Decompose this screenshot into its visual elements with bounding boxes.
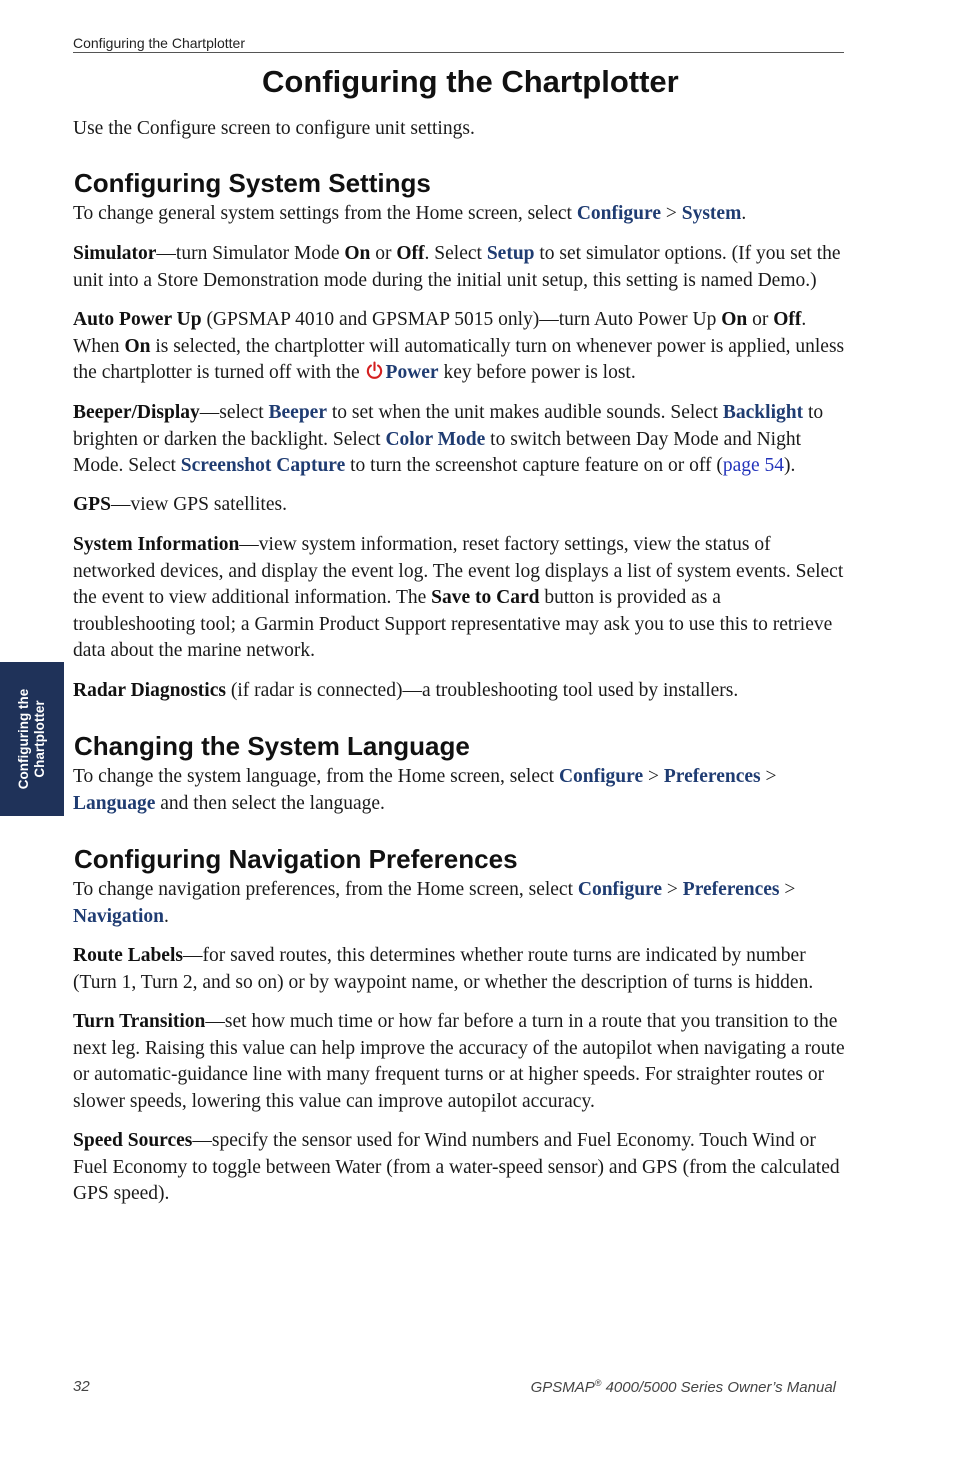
language-intro: To change the system language, from the Home screen, select Configure > Preferences > Language and then select the language. [73, 766, 777, 814]
keyword-beeper: Beeper [268, 402, 327, 423]
keyword-preferences: Preferences [682, 879, 780, 900]
keyword-preferences: Preferences [663, 766, 761, 787]
term-route-labels: Route Labels [73, 945, 183, 966]
chapter-side-tab [0, 662, 64, 816]
term-radar-diagnostics: Radar Diagnostics [73, 680, 226, 701]
page-title: Configuring the Chartplotter [262, 64, 679, 99]
side-tab-label: Configuring the Chartplotter [16, 688, 47, 790]
keyword-language: Language [73, 792, 156, 814]
gps-paragraph: GPS—view GPS satellites. [73, 494, 287, 515]
turn-transition-paragraph: Turn Transition—set how much time or how far before a turn in a route that you transition to the next leg. Raising this value can help improve the accuracy of the autopilot when navigating a route or automatic-guidance line with many frequent turns or at higher speeds. For straighter routes or slower speeds, lowering this value can improve autopilot accuracy. [73, 1011, 845, 1112]
navigation-intro: To change navigation preferences, from the Home screen, select Configure > Preferences > Navigation. [73, 879, 796, 927]
speed-sources-paragraph: Speed Sources—specify the sensor used for Wind numbers and Fuel Economy. Touch Wind or Fuel Economy to toggle between Water (from a water-speed sensor) and GPS (from the calculated GPS speed). [73, 1130, 840, 1205]
keyword-configure: Configure [577, 879, 663, 900]
keyword-screenshot-capture: Screenshot Capture [180, 455, 346, 477]
keyword-system: System [681, 203, 742, 224]
heading-navigation-preferences: Configuring Navigation Preferences [74, 844, 518, 874]
power-icon [365, 361, 384, 389]
page-54-link[interactable]: page 54 [722, 455, 785, 477]
beeper-display-paragraph: Beeper/Display—select Beeper to set when the unit makes audible sounds. Select Backlight to brighten or darken the backlight. Select Color Mode to switch between Day Mode and Night Mode. Select Screenshot Capture to turn the screenshot capture feature on or off (page 54). [73, 402, 824, 477]
running-header: Configuring the Chartplotter [73, 35, 844, 53]
footer-manual-title: GPSMAP® 4000/5000 Series Owner’s Manual [530, 1378, 836, 1396]
term-turn-transition: Turn Transition [73, 1011, 206, 1032]
radar-diagnostics-paragraph: Radar Diagnostics (if radar is connected)—a troubleshooting tool used by installers. [73, 680, 739, 701]
keyword-backlight: Backlight [722, 402, 804, 423]
keyword-power: Power [385, 362, 439, 384]
route-labels-paragraph: Route Labels—for saved routes, this determines whether route turns are indicated by number (Turn 1, Turn 2, and so on) or by waypoint name, or whether the description of turns is hidden. [73, 945, 814, 993]
page-number: 32 [73, 1378, 90, 1395]
system-settings-intro: To change general system settings from the Home screen, select Configure > System. [73, 203, 747, 224]
term-beeper-display: Beeper/Display [73, 402, 200, 423]
heading-system-settings: Configuring System Settings [74, 168, 431, 198]
keyword-color-mode: Color Mode [385, 428, 486, 450]
term-simulator: Simulator [73, 243, 157, 264]
keyword-navigation: Navigation [73, 905, 165, 927]
term-gps: GPS [73, 494, 111, 515]
auto-power-paragraph: Auto Power Up (GPSMAP 4010 and GPSMAP 5015 only)—turn Auto Power Up On or Off. When On is selected, the chartplotter will automatically turn on whenever power is applied, unless the chartplotter is turned off with the Power key before power is lost. [73, 307, 845, 389]
keyword-configure: Configure [576, 203, 661, 224]
heading-system-language: Changing the System Language [74, 731, 470, 761]
system-information-paragraph: System Information—view system information, reset factory settings, view the status of networked devices, and display the event log. The event log displays a list of system events. Select the event to view additional information. The Save to Card button is provided as a troubleshooting tool; a Garmin Product Support representative may ask you to use this to retrieve data about the marine network. [73, 534, 844, 662]
term-system-information: System Information [73, 534, 240, 555]
simulator-paragraph: Simulator—turn Simulator Mode On or Off. Select Setup to set simulator options. (If you set the unit into a Store Demonstration mode during the initial unit setup, this setting is named Demo.) [73, 243, 841, 291]
term-auto-power-up: Auto Power Up [73, 309, 202, 330]
intro-paragraph: Use the Configure screen to configure unit settings. [73, 118, 475, 139]
keyword-setup: Setup [486, 243, 535, 264]
term-speed-sources: Speed Sources [73, 1130, 193, 1151]
keyword-configure: Configure [558, 766, 644, 787]
